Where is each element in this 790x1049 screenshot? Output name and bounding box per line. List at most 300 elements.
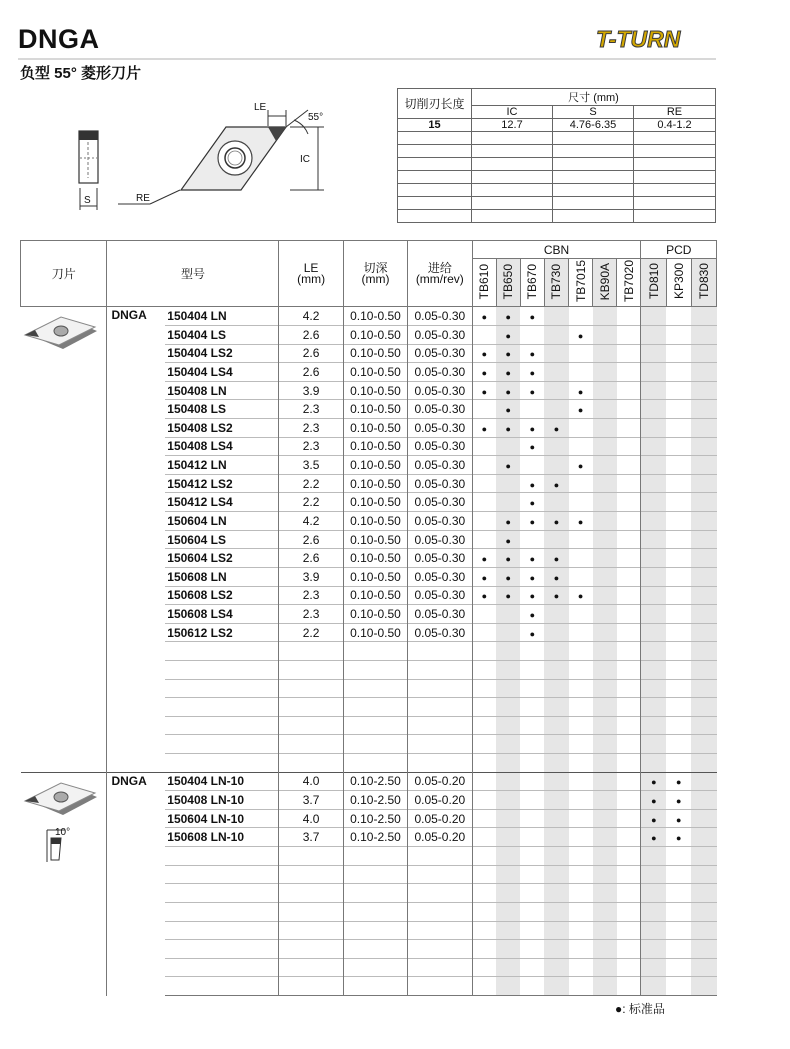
grade-mark-cell xyxy=(593,512,617,531)
col-group-size: 尺寸 (mm) xyxy=(472,89,716,106)
head-cbn: CBN xyxy=(472,241,641,259)
feed-cell: 0.05-0.30 xyxy=(408,605,472,624)
model-cell: 150604 LS xyxy=(165,530,279,549)
grade-mark-cell xyxy=(569,437,593,456)
grade-mark-cell xyxy=(569,679,593,698)
grade-mark-cell xyxy=(472,567,496,586)
grade-mark-cell xyxy=(691,716,716,735)
model-cell: 150408 LS2 xyxy=(165,419,279,438)
grade-mark-cell xyxy=(544,437,568,456)
depth-cell: 0.10-0.50 xyxy=(343,363,407,382)
grade-mark-cell xyxy=(641,809,666,828)
grade-mark-cell xyxy=(691,530,716,549)
standard-dot: ● xyxy=(529,442,536,453)
depth-cell xyxy=(343,735,407,754)
depth-cell: 0.10-0.50 xyxy=(343,474,407,493)
grade-mark-cell xyxy=(593,567,617,586)
grade-mark-cell xyxy=(472,549,496,568)
grade-mark-cell xyxy=(593,884,617,903)
col-re: RE xyxy=(634,106,716,119)
grade-mark-cell xyxy=(496,958,520,977)
grade-mark-cell xyxy=(569,698,593,717)
grade-mark-cell xyxy=(691,847,716,866)
grade-mark-cell xyxy=(496,809,520,828)
grade-mark-cell xyxy=(666,605,691,624)
grade-mark-cell xyxy=(641,716,666,735)
header-rule xyxy=(18,58,716,60)
legend: ●: 标准品 xyxy=(615,1002,665,1016)
le-cell xyxy=(279,977,343,996)
grade-mark-cell xyxy=(666,791,691,810)
grade-mark-cell xyxy=(593,679,617,698)
grade-mark-cell xyxy=(569,307,593,326)
grade-mark-cell xyxy=(666,958,691,977)
grade-mark-cell xyxy=(569,847,593,866)
le-cell xyxy=(279,642,343,661)
grade-mark-cell xyxy=(691,567,716,586)
grade-mark-cell xyxy=(544,605,568,624)
grade-mark-cell xyxy=(544,586,568,605)
col-s: S xyxy=(553,106,634,119)
grade-mark-cell xyxy=(641,958,666,977)
depth-cell: 0.10-0.50 xyxy=(343,437,407,456)
grade-mark-cell xyxy=(691,381,716,400)
standard-dot: ● xyxy=(529,572,536,583)
angle-10deg-diagram xyxy=(41,824,81,864)
grade-mark-cell xyxy=(472,716,496,735)
grade-mark-cell xyxy=(472,809,496,828)
grade-mark-cell xyxy=(544,381,568,400)
le-cell xyxy=(279,902,343,921)
model-cell xyxy=(165,716,279,735)
grade-mark-cell xyxy=(496,865,520,884)
grade-mark-cell xyxy=(691,512,716,531)
model-cell: 150604 LN-10 xyxy=(165,809,279,828)
model-cell: 150408 LN-10 xyxy=(165,791,279,810)
grade-mark-cell xyxy=(472,977,496,996)
grade-mark-cell xyxy=(569,660,593,679)
cell-s: 4.76-6.35 xyxy=(553,119,634,132)
grade-mark-cell xyxy=(641,474,666,493)
model-cell: 150412 LS2 xyxy=(165,474,279,493)
grade-label: TB650 xyxy=(501,263,516,300)
grade-mark-cell xyxy=(641,530,666,549)
grade-mark-cell xyxy=(691,400,716,419)
grade-mark-cell xyxy=(544,456,568,475)
standard-dot: ● xyxy=(529,479,536,490)
grade-mark-cell xyxy=(617,437,641,456)
grade-mark-cell xyxy=(544,400,568,419)
dnga-10deg-insert-icon xyxy=(21,777,97,817)
grade-mark-cell xyxy=(472,344,496,363)
grade-mark-cell xyxy=(496,828,520,847)
grade-mark-cell xyxy=(666,530,691,549)
grade-mark-cell xyxy=(520,493,544,512)
depth-cell xyxy=(343,921,407,940)
standard-dot: ● xyxy=(481,554,488,565)
standard-dot: ● xyxy=(577,330,584,341)
head-pcd: PCD xyxy=(641,241,717,259)
grade-mark-cell xyxy=(520,623,544,642)
grade-mark-cell xyxy=(593,549,617,568)
grade-mark-cell xyxy=(593,754,617,773)
grade-mark-cell xyxy=(472,902,496,921)
grade-mark-cell xyxy=(593,940,617,959)
grade-mark-cell xyxy=(544,809,568,828)
le-cell xyxy=(279,847,343,866)
grade-mark-cell xyxy=(496,512,520,531)
feed-cell: 0.05-0.30 xyxy=(408,419,472,438)
grade-mark-cell xyxy=(520,660,544,679)
grade-mark-cell xyxy=(520,809,544,828)
grade-mark-cell xyxy=(520,605,544,624)
grade-mark-cell xyxy=(520,679,544,698)
grade-mark-cell xyxy=(593,902,617,921)
table-row xyxy=(21,307,717,326)
grade-mark-cell xyxy=(520,586,544,605)
grade-mark-cell xyxy=(593,363,617,382)
cell-cut: 15 xyxy=(398,119,472,132)
grade-mark-cell xyxy=(544,344,568,363)
model-cell xyxy=(165,865,279,884)
grade-mark-cell xyxy=(666,344,691,363)
grade-mark-cell xyxy=(641,828,666,847)
le-cell xyxy=(279,865,343,884)
grade-mark-cell xyxy=(593,772,617,791)
grade-mark-cell xyxy=(569,549,593,568)
grade-mark-cell xyxy=(472,419,496,438)
grade-mark-cell xyxy=(691,754,716,773)
grade-mark-cell xyxy=(593,828,617,847)
standard-dot: ● xyxy=(529,628,536,639)
model-cell: 150608 LS2 xyxy=(165,586,279,605)
grade-mark-cell xyxy=(496,549,520,568)
grade-mark-cell xyxy=(569,381,593,400)
model-cell: 150412 LN xyxy=(165,456,279,475)
depth-cell xyxy=(343,642,407,661)
grade-mark-cell xyxy=(617,363,641,382)
grade-mark-cell xyxy=(472,772,496,791)
standard-dot: ● xyxy=(505,572,511,583)
grade-mark-cell xyxy=(593,698,617,717)
grade-mark-cell xyxy=(691,772,716,791)
brand-cell: DNGA xyxy=(107,307,165,772)
grade-mark-cell xyxy=(520,381,544,400)
model-cell: 150404 LS2 xyxy=(165,344,279,363)
depth-cell: 0.10-0.50 xyxy=(343,623,407,642)
grade-mark-cell xyxy=(617,809,641,828)
grade-mark-cell xyxy=(496,940,520,959)
grade-mark-cell xyxy=(544,847,568,866)
feed-cell: 0.05-0.30 xyxy=(408,400,472,419)
grade-mark-cell xyxy=(496,344,520,363)
grade-mark-cell xyxy=(472,791,496,810)
feed-cell: 0.05-0.20 xyxy=(408,772,472,791)
dimension-table xyxy=(397,88,716,223)
grade-mark-cell xyxy=(569,400,593,419)
le-cell: 4.2 xyxy=(279,307,343,326)
standard-dot: ● xyxy=(505,330,511,341)
grade-mark-cell xyxy=(617,419,641,438)
grade-mark-cell xyxy=(496,772,520,791)
feed-cell xyxy=(408,865,472,884)
grade-mark-cell xyxy=(666,809,691,828)
grade-mark-cell xyxy=(544,884,568,903)
grade-mark-cell xyxy=(569,772,593,791)
standard-dot: ● xyxy=(553,591,560,602)
grade-mark-cell xyxy=(472,884,496,903)
grade-mark-cell xyxy=(666,642,691,661)
grade-mark-cell xyxy=(666,512,691,531)
feed-cell: 0.05-0.30 xyxy=(408,512,472,531)
depth-cell xyxy=(343,865,407,884)
grade-mark-cell xyxy=(666,735,691,754)
feed-cell: 0.05-0.30 xyxy=(408,344,472,363)
feed-cell xyxy=(408,660,472,679)
le-cell: 2.2 xyxy=(279,474,343,493)
grade-mark-cell xyxy=(472,400,496,419)
insert-image-cell xyxy=(21,307,107,772)
standard-dot: ● xyxy=(577,516,584,527)
grade-mark-cell xyxy=(472,307,496,326)
product-table xyxy=(20,240,717,996)
grade-mark-cell xyxy=(520,344,544,363)
cell-re: 0.4-1.2 xyxy=(634,119,716,132)
grade-mark-cell xyxy=(520,474,544,493)
le-cell: 2.2 xyxy=(279,493,343,512)
head-grade xyxy=(472,259,496,307)
grade-mark-cell xyxy=(666,456,691,475)
grade-mark-cell xyxy=(691,940,716,959)
grade-mark-cell xyxy=(617,493,641,512)
grade-mark-cell xyxy=(472,493,496,512)
model-cell xyxy=(165,847,279,866)
le-cell xyxy=(279,921,343,940)
standard-dot: ● xyxy=(675,777,682,788)
depth-cell: 0.10-2.50 xyxy=(343,791,407,810)
standard-dot: ● xyxy=(505,405,511,416)
standard-dot: ● xyxy=(505,312,511,323)
grade-mark-cell xyxy=(496,698,520,717)
diagram-label-le: LE xyxy=(254,102,267,113)
grade-mark-cell xyxy=(617,660,641,679)
standard-dot: ● xyxy=(529,386,536,397)
grade-mark-cell xyxy=(617,791,641,810)
grade-mark-cell xyxy=(544,977,568,996)
page-title: DNGA xyxy=(18,24,100,54)
model-cell xyxy=(165,977,279,996)
grade-mark-cell xyxy=(472,698,496,717)
grade-mark-cell xyxy=(496,847,520,866)
grade-mark-cell xyxy=(472,586,496,605)
depth-cell: 0.10-2.50 xyxy=(343,828,407,847)
standard-dot: ● xyxy=(675,814,682,825)
grade-mark-cell xyxy=(666,977,691,996)
grade-mark-cell xyxy=(617,567,641,586)
grade-mark-cell xyxy=(691,865,716,884)
grade-mark-cell xyxy=(593,791,617,810)
le-cell: 2.6 xyxy=(279,363,343,382)
grade-mark-cell xyxy=(472,828,496,847)
le-cell: 2.6 xyxy=(279,530,343,549)
grade-mark-cell xyxy=(666,326,691,345)
grade-mark-cell xyxy=(569,344,593,363)
grade-mark-cell xyxy=(641,698,666,717)
grade-mark-cell xyxy=(496,642,520,661)
grade-mark-cell xyxy=(472,660,496,679)
grade-mark-cell xyxy=(520,958,544,977)
depth-cell: 0.10-0.50 xyxy=(343,419,407,438)
grade-mark-cell xyxy=(520,977,544,996)
grade-mark-cell xyxy=(617,456,641,475)
grade-mark-cell xyxy=(520,865,544,884)
model-cell xyxy=(165,642,279,661)
le-cell xyxy=(279,940,343,959)
grade-mark-cell xyxy=(666,474,691,493)
grade-mark-cell xyxy=(593,809,617,828)
grade-mark-cell xyxy=(544,735,568,754)
grade-mark-cell xyxy=(544,307,568,326)
grade-mark-cell xyxy=(496,326,520,345)
grade-mark-cell xyxy=(593,847,617,866)
le-cell: 3.7 xyxy=(279,828,343,847)
depth-cell xyxy=(343,902,407,921)
feed-cell xyxy=(408,735,472,754)
brand-cell: DNGA xyxy=(107,772,165,995)
standard-dot: ● xyxy=(529,609,536,620)
grade-mark-cell xyxy=(472,381,496,400)
grade-mark-cell xyxy=(617,735,641,754)
grade-mark-cell xyxy=(472,530,496,549)
le-cell xyxy=(279,735,343,754)
grade-mark-cell xyxy=(472,512,496,531)
grade-mark-cell xyxy=(666,716,691,735)
grade-mark-cell xyxy=(593,474,617,493)
grade-mark-cell xyxy=(569,493,593,512)
grade-mark-cell xyxy=(569,921,593,940)
model-cell: 150404 LS4 xyxy=(165,363,279,382)
feed-cell xyxy=(408,642,472,661)
head-depth: 切深 (mm) xyxy=(343,241,407,307)
grade-mark-cell xyxy=(691,791,716,810)
head-grade xyxy=(617,259,641,307)
angle-label: 10° xyxy=(54,826,70,838)
le-cell: 2.3 xyxy=(279,586,343,605)
grade-mark-cell xyxy=(641,791,666,810)
feed-cell xyxy=(408,884,472,903)
grade-mark-cell xyxy=(666,400,691,419)
feed-cell: 0.05-0.30 xyxy=(408,307,472,326)
grade-mark-cell xyxy=(641,902,666,921)
depth-cell xyxy=(343,847,407,866)
grade-mark-cell xyxy=(691,493,716,512)
grade-mark-cell xyxy=(544,493,568,512)
grade-mark-cell xyxy=(544,512,568,531)
model-cell xyxy=(165,940,279,959)
feed-cell: 0.05-0.30 xyxy=(408,586,472,605)
grade-mark-cell xyxy=(544,530,568,549)
model-cell: 150412 LS4 xyxy=(165,493,279,512)
standard-dot: ● xyxy=(553,423,560,434)
grade-mark-cell xyxy=(691,344,716,363)
grade-mark-cell xyxy=(472,326,496,345)
grade-mark-cell xyxy=(593,605,617,624)
grade-mark-cell xyxy=(496,679,520,698)
grade-mark-cell xyxy=(496,921,520,940)
grade-mark-cell xyxy=(520,307,544,326)
grade-mark-cell xyxy=(472,679,496,698)
depth-cell: 0.10-0.50 xyxy=(343,586,407,605)
le-cell: 2.3 xyxy=(279,605,343,624)
le-cell: 2.3 xyxy=(279,400,343,419)
model-cell xyxy=(165,902,279,921)
grade-mark-cell xyxy=(569,567,593,586)
grade-mark-cell xyxy=(544,326,568,345)
head-grade xyxy=(520,259,544,307)
grade-mark-cell xyxy=(520,921,544,940)
grade-mark-cell xyxy=(593,977,617,996)
grade-mark-cell xyxy=(666,847,691,866)
grade-mark-cell xyxy=(666,381,691,400)
standard-dot: ● xyxy=(553,516,560,527)
grade-mark-cell xyxy=(691,549,716,568)
grade-mark-cell xyxy=(520,772,544,791)
grade-mark-cell xyxy=(641,754,666,773)
grade-mark-cell xyxy=(569,940,593,959)
grade-mark-cell xyxy=(641,419,666,438)
grade-mark-cell xyxy=(691,902,716,921)
grade-mark-cell xyxy=(666,921,691,940)
grade-label: TB610 xyxy=(477,263,492,300)
grade-mark-cell xyxy=(520,400,544,419)
le-cell xyxy=(279,698,343,717)
grade-mark-cell xyxy=(544,698,568,717)
grade-mark-cell xyxy=(520,437,544,456)
grade-mark-cell xyxy=(472,456,496,475)
grade-mark-cell xyxy=(544,865,568,884)
grade-mark-cell xyxy=(666,902,691,921)
standard-dot: ● xyxy=(577,405,584,416)
head-grade xyxy=(593,259,617,307)
grade-mark-cell xyxy=(641,865,666,884)
standard-dot: ● xyxy=(529,516,536,527)
grade-mark-cell xyxy=(544,642,568,661)
grade-mark-cell xyxy=(593,735,617,754)
grade-mark-cell xyxy=(617,828,641,847)
grade-mark-cell xyxy=(496,419,520,438)
grade-mark-cell xyxy=(617,586,641,605)
le-cell: 2.3 xyxy=(279,437,343,456)
grade-mark-cell xyxy=(569,735,593,754)
grade-mark-cell xyxy=(641,940,666,959)
grade-mark-cell xyxy=(520,326,544,345)
grade-mark-cell xyxy=(617,642,641,661)
grade-mark-cell xyxy=(593,921,617,940)
grade-mark-cell xyxy=(666,940,691,959)
grade-mark-cell xyxy=(641,660,666,679)
feed-cell: 0.05-0.20 xyxy=(408,828,472,847)
depth-cell: 0.10-0.50 xyxy=(343,400,407,419)
grade-mark-cell xyxy=(641,400,666,419)
grade-mark-cell xyxy=(496,567,520,586)
grade-mark-cell xyxy=(544,791,568,810)
standard-dot: ● xyxy=(481,572,488,583)
feed-cell xyxy=(408,847,472,866)
grade-mark-cell xyxy=(496,493,520,512)
grade-mark-cell xyxy=(544,828,568,847)
table-row xyxy=(21,772,717,791)
le-cell: 3.5 xyxy=(279,456,343,475)
